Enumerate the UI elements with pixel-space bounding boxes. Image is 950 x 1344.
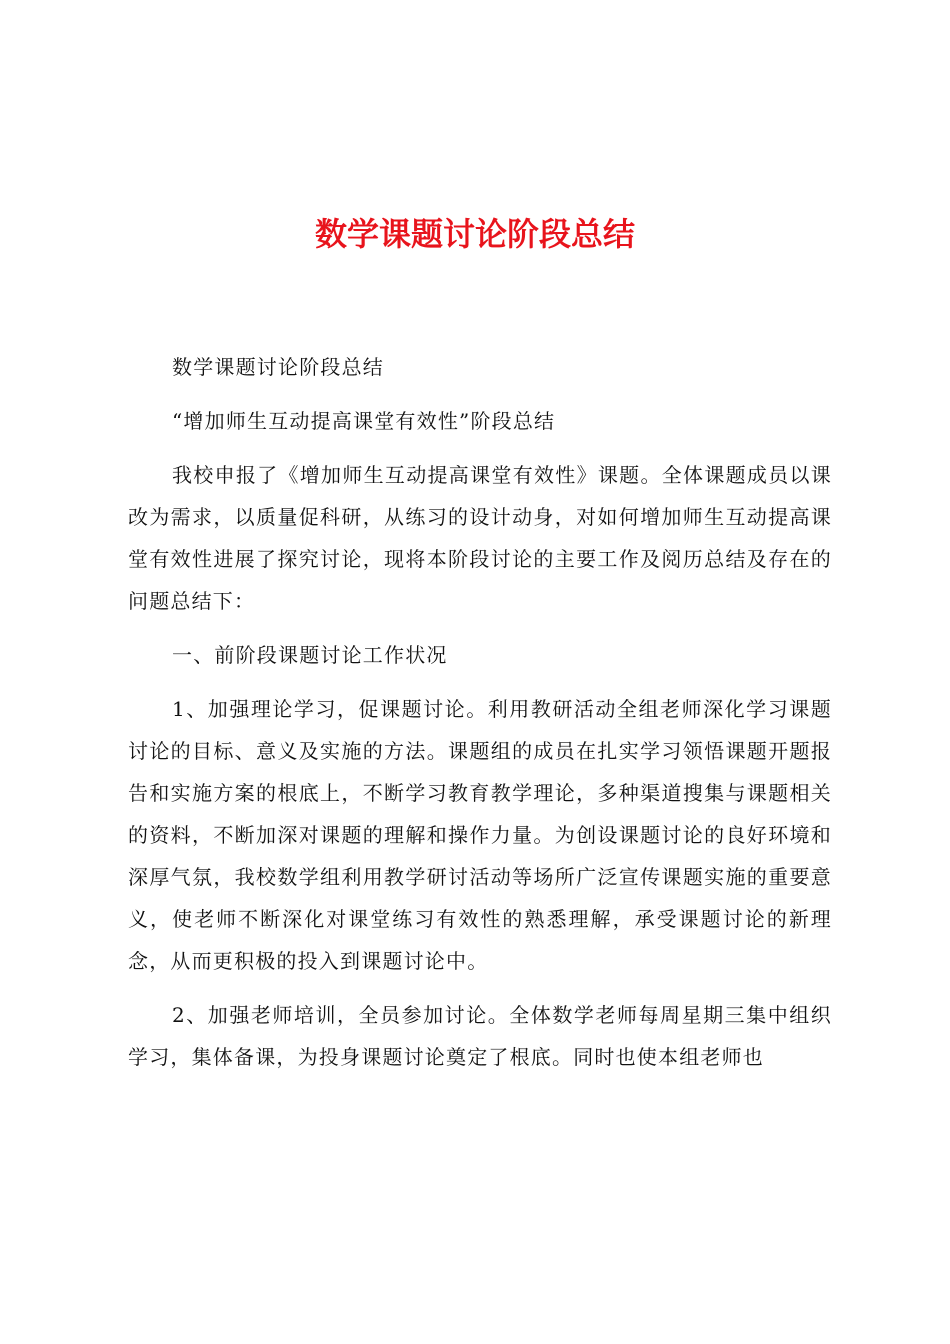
paragraph-item-1: 1、加强理论学习，促课题讨论。利用教研活动全组老师深化学习课题讨论的目标、意义及实施的方法。课题组的成员在扎实学习领悟课题开题报告和实施方案的根底上，不断学习教育教学理论，多种渠道搜集与课题相关的资料，不断加深对课题的理解和操作力量。为创设课题讨论的良好环境和深厚气氛，我校数学组利用教学研讨活动等场所广泛宣传课题实施的重要意义，使老师不断深化对课堂练习有效性的熟悉理解，承受课题讨论的新理念，从而更积极的投入到课题讨论中。	[128, 697, 832, 973]
paragraph-section-title: “增加师生互动提高课堂有效性”阶段总结	[172, 409, 556, 433]
paragraph-heading-one: 一、前阶段课题讨论工作状况	[172, 643, 448, 667]
paragraph-item-2: 2、加强老师培训，全员参加讨论。全体数学老师每周星期三集中组织学习，集体备课，为投身课题讨论奠定了根底。同时也使本组老师也	[128, 1003, 832, 1069]
paragraph-subtitle: 数学课题讨论阶段总结	[172, 355, 384, 379]
paragraph-intro: 我校申报了《增加师生互动提高课堂有效性》课题。全体课题成员以课改为需求，以质量促科研，从练习的设计动身，对如何增加师生互动提高课堂有效性进展了探究讨论，现将本阶段讨论的主要工作及阅历总结及存在的问题总结下：	[128, 463, 832, 613]
document-body	[128, 346, 832, 1090]
document-title: 数学课题讨论阶段总结	[314, 215, 635, 253]
